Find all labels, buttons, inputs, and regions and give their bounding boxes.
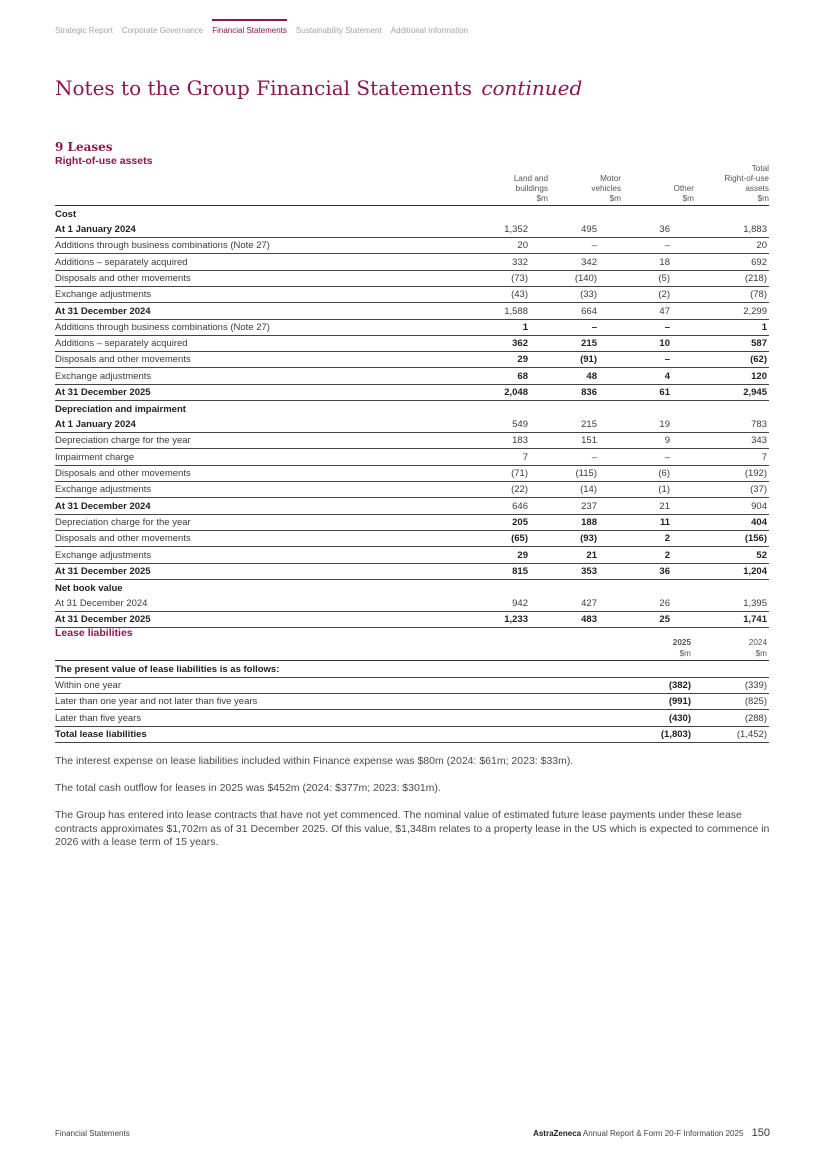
row-value: 427 [548,596,621,612]
table-row [55,449,769,465]
row-value: 7 [694,449,769,465]
row-value: (156) [694,530,769,546]
row-value: 215 [548,417,621,433]
row-value: 21 [548,547,621,563]
row-value: 151 [548,433,621,449]
row-value: – [548,449,621,465]
row-value: (218) [694,270,769,286]
row-value: 20 [470,238,548,254]
nav-item-corporate-governance[interactable]: Corporate Governance [121,26,204,35]
table-row [55,254,769,270]
column-header-line: vehicles [591,184,621,193]
footer-brand: AstraZeneca [533,1129,582,1138]
row-value: – [548,319,621,335]
row-value: (78) [694,286,769,302]
row-value: 36 [621,222,694,238]
row-value: 47 [621,303,694,319]
row-label: Depreciation and impairment [55,403,186,415]
row-value: 1,588 [470,303,548,319]
row-value: (192) [694,465,769,481]
row-value: 1 [694,319,769,335]
table-row [55,238,769,254]
row-value: (825) [694,694,769,710]
column-header-line: buildings [515,184,548,193]
column-header-line: $m [682,194,694,203]
row-value: 29 [470,352,548,368]
page-title [55,76,582,100]
paragraph-cash-outflow: The total cash outflow for leases in 2025 was $452m (2024: $377m; 2023: $301m). [55,782,441,794]
row-value [621,579,694,595]
row-label: Additions through business combinations (Note 27) [55,238,470,254]
row-value: 942 [470,596,548,612]
row-value: (14) [548,482,621,498]
row-value [694,579,769,595]
row-value: 20 [694,238,769,254]
column-header [621,164,694,206]
table-row [55,335,769,351]
row-value: (65) [470,530,548,546]
header-blank [55,164,470,206]
row-label: Within one year [55,677,622,693]
ll-table-body [55,661,769,743]
row-value [694,401,769,417]
row-value: 4 [621,368,694,384]
row-value: 495 [548,222,621,238]
row-value: (37) [694,482,769,498]
row-value: 26 [621,596,694,612]
row-value: 692 [694,254,769,270]
row-value: – [621,449,694,465]
row-value: 2 [621,547,694,563]
row-label: Disposals and other movements [55,270,470,286]
row-label: Total lease liabilities [55,726,622,742]
row-value: (73) [470,270,548,286]
row-value: (5) [621,270,694,286]
row-label: Exchange adjustments [55,368,470,384]
table-row [55,563,769,579]
rou-assets-heading: Right-of-use assets [55,155,153,167]
row-value: 48 [548,368,621,384]
row-value: (1,803) [622,726,694,742]
row-label: Disposals and other movements [55,530,470,546]
column-header-line: assets [745,184,769,193]
row-value: – [621,238,694,254]
table-row [55,433,769,449]
row-value [548,206,621,222]
table-row [55,401,769,417]
column-header-line: 2024 [748,638,767,647]
table-row [55,530,769,546]
top-navigation [55,26,477,35]
row-value: 68 [470,368,548,384]
row-value: 1,741 [694,611,769,627]
row-value: 188 [548,514,621,530]
row-value: 7 [470,449,548,465]
row-label: Additions – separately acquired [55,335,470,351]
table-row [55,417,769,433]
row-value: (93) [548,530,621,546]
lease-liabilities-table [55,637,769,743]
row-value: 2,048 [470,384,548,400]
column-header-line [621,164,694,174]
row-value: 549 [470,417,548,433]
table-row [55,222,769,238]
row-label: At 31 December 2025 [55,611,470,627]
row-value: 237 [548,498,621,514]
row-value: – [621,352,694,368]
row-value: 215 [548,335,621,351]
row-value: 1,883 [694,222,769,238]
row-value: (430) [622,710,694,726]
row-value: 9 [621,433,694,449]
table-row [55,384,769,400]
row-value: 664 [548,303,621,319]
row-value [621,206,694,222]
row-value [470,579,548,595]
row-value [622,661,694,678]
column-header-line [548,164,621,174]
row-value: 2,299 [694,303,769,319]
row-label: Exchange adjustments [55,482,470,498]
row-label: Disposals and other movements [55,465,470,481]
row-value: 10 [621,335,694,351]
row-label: At 1 January 2024 [55,417,470,433]
column-header [548,164,621,206]
row-value: 205 [470,514,548,530]
rou-table-body [55,206,769,628]
nav-item-additional-information[interactable]: Additional Information [390,26,469,35]
column-header-line [621,174,694,184]
row-value: 29 [470,547,548,563]
table-row [55,319,769,335]
row-value: 18 [621,254,694,270]
table-row [55,206,769,222]
table-row [55,286,769,302]
row-value: 1,352 [470,222,548,238]
column-header-line: 2025 [672,638,691,647]
rou-assets-table [55,164,769,628]
row-value: 52 [694,547,769,563]
nav-item-strategic-report[interactable]: Strategic Report [55,26,113,35]
row-value: 904 [694,498,769,514]
row-value: 183 [470,433,548,449]
table-row [55,352,769,368]
column-header-line: $m [679,649,691,658]
row-value: 1 [470,319,548,335]
row-label: Disposals and other movements [55,352,470,368]
row-value: (140) [548,270,621,286]
page-number: 150 [751,1127,770,1139]
row-label: The present value of lease liabilities is as follows: [55,661,622,678]
table-row [55,303,769,319]
table-row [55,270,769,286]
column-header-line: Motor [600,174,621,183]
row-label: Additions through business combinations (Note 27) [55,319,470,335]
table-row [55,710,769,726]
footer-report-title: Annual Report & Form 20-F Information 2025 [582,1129,744,1138]
row-value [694,661,769,678]
table-row [55,694,769,710]
row-value: 483 [548,611,621,627]
row-label: Impairment charge [55,449,470,465]
row-value: 61 [621,384,694,400]
page-title-main: Notes to the Group Financial Statements [55,76,472,100]
table-row [55,661,769,678]
row-label: At 31 December 2024 [55,596,470,612]
row-label: At 1 January 2024 [55,222,470,238]
row-value: 2 [621,530,694,546]
column-header [694,164,769,206]
row-value: 404 [694,514,769,530]
table-row [55,514,769,530]
table-row [55,547,769,563]
row-value: (33) [548,286,621,302]
row-label: Cost [55,208,77,220]
row-value [694,206,769,222]
row-value: – [548,238,621,254]
row-value: (2) [621,286,694,302]
footer-section-label: Financial Statements [55,1129,130,1138]
page-title-continued: continued [481,76,583,100]
lease-liabilities-heading: Lease liabilities [55,627,133,639]
column-header-line: $m [757,194,769,203]
row-value: 19 [621,417,694,433]
row-value: 646 [470,498,548,514]
table-row [55,596,769,612]
row-value: (991) [622,694,694,710]
column-header-line: $m [536,194,548,203]
row-value: 783 [694,417,769,433]
table-row [55,368,769,384]
column-header-line: $m [609,194,621,203]
row-value: 362 [470,335,548,351]
table-row [55,726,769,742]
row-value: (71) [470,465,548,481]
row-value: 25 [621,611,694,627]
header-blank [55,637,622,661]
table-row [55,465,769,481]
row-value [470,401,548,417]
row-value: (91) [548,352,621,368]
row-value: 332 [470,254,548,270]
column-header-line: Total [751,164,769,173]
row-label: Later than one year and not later than five years [55,694,622,710]
row-value [548,401,621,417]
row-label: At 31 December 2025 [55,563,470,579]
row-label: Exchange adjustments [55,547,470,563]
row-value: 587 [694,335,769,351]
paragraph-interest-expense: The interest expense on lease liabilities included within Finance expense was $80m (2024: $61m; 2023: $33m). [55,755,574,767]
row-value: (339) [694,677,769,693]
row-value: – [621,319,694,335]
row-value: (1) [621,482,694,498]
row-value: (382) [622,677,694,693]
nav-item-sustainability-statement[interactable]: Sustainability Statement [295,26,382,35]
row-label: Additions – separately acquired [55,254,470,270]
table-row [55,498,769,514]
table-row [55,611,769,627]
column-header-line: $m [755,649,767,658]
table-row [55,482,769,498]
row-value: 1,204 [694,563,769,579]
row-value: 836 [548,384,621,400]
paragraph-lease-contracts: The Group has entered into lease contracts that have not yet commenced. The nominal value of estimated future lease payments under these lease contracts approximates $1,702m as of 31 December 2025. Of this value, $1,348m relates to a property lease in the US which is expected to commence in 2026 with a lease term of 15 years. [55,809,770,848]
row-value: 21 [621,498,694,514]
section-heading: 9 Leases [55,140,113,154]
row-label: Net book value [55,582,123,594]
column-header-line: Other [673,184,694,193]
row-label: Depreciation charge for the year [55,514,470,530]
row-value: 343 [694,433,769,449]
row-value [621,401,694,417]
row-value: 815 [470,563,548,579]
row-value: 120 [694,368,769,384]
row-label: Exchange adjustments [55,286,470,302]
row-label: At 31 December 2025 [55,384,470,400]
row-label: Later than five years [55,710,622,726]
column-header-line [470,164,548,174]
row-value [548,579,621,595]
row-value: (115) [548,465,621,481]
row-value: (6) [621,465,694,481]
column-header [694,637,769,661]
nav-item-financial-statements[interactable]: Financial Statements [212,26,287,35]
row-value: (62) [694,352,769,368]
row-value: (43) [470,286,548,302]
row-value: (22) [470,482,548,498]
row-value: (1,452) [694,726,769,742]
row-label: Depreciation charge for the year [55,433,470,449]
row-value: 11 [621,514,694,530]
row-label: At 31 December 2024 [55,498,470,514]
row-value: 2,945 [694,384,769,400]
column-header-line: Right-of-use [724,174,769,183]
row-value: 1,395 [694,596,769,612]
table-row [55,579,769,595]
footer-report-info [533,1127,770,1139]
column-header [622,637,694,661]
row-value: 1,233 [470,611,548,627]
row-value [470,206,548,222]
rou-table-header [55,164,769,206]
row-label: At 31 December 2024 [55,303,470,319]
row-value: 353 [548,563,621,579]
row-value: 36 [621,563,694,579]
column-header-line: Land and [513,174,548,183]
table-row [55,677,769,693]
row-value: 342 [548,254,621,270]
ll-table-header [55,637,769,661]
row-value: (288) [694,710,769,726]
column-header [470,164,548,206]
